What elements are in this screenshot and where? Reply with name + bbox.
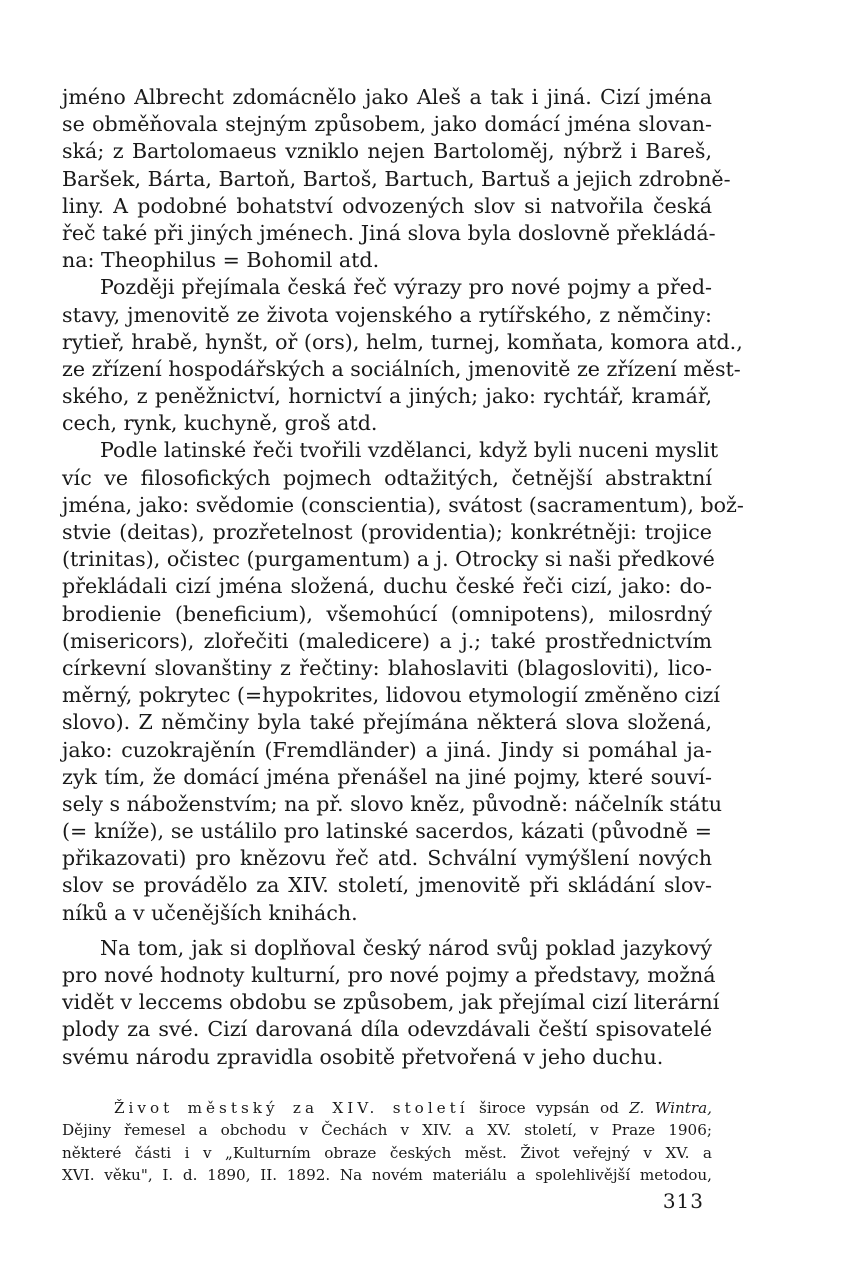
paragraph-1: [62, 84, 731, 274]
text-line: ze zřízení hospodářských a sociálních, jmenovitě ze zřízení měst-: [62, 356, 741, 381]
paragraph-gap: [62, 927, 712, 935]
text-line: slov se provádělo za XIV. století, jmenovitě při skládání slov-: [62, 873, 712, 898]
text-line: cech, rynk, kuchyně, groš atd.: [62, 411, 378, 436]
text-line: jména, jako: svědomie (conscientia), svátost (sacramentum), bož-: [62, 492, 744, 517]
text-line: rytieř, hrabě, hynšt, oř (ors), helm, turnej, komňata, komora atd.,: [62, 329, 743, 354]
page-body: [62, 84, 744, 1187]
text-line: Baršek, Bárta, Bartoň, Bartoš, Bartuch, Bartuš a jejich zdrobně-: [62, 166, 731, 191]
text-line: ská; z Bartolomaeus vzniklo nejen Bartoloměj, nýbrž i Bareš,: [62, 139, 712, 164]
paragraph-2: [62, 274, 743, 437]
text-line: (= kníže), se ustálilo pro latinské sacerdos, kázati (původně =: [62, 819, 712, 844]
text-line: liny. A podobné bohatství odvozených slov si natvořila česká: [62, 193, 712, 218]
text-line: svému národu zpravidla osobitě přetvořená v jeho duchu.: [62, 1044, 664, 1069]
text-line: plody za své. Cizí darovaná díla odevzdávali čeští spisovatelé: [62, 1017, 712, 1042]
footnote-line: [62, 1097, 712, 1120]
footnote-line: některé části i v „Kulturním obraze českých měst. Život veřejný v XV. a: [62, 1143, 712, 1162]
text-line: ského, z peněžnictví, hornictví a jiných; jako: rychtář, kramář,: [62, 384, 712, 409]
text-line: na: Theophilus = Bohomil atd.: [62, 248, 380, 273]
footnote-line: Dějiny řemesel a obchodu v Čechách v XIV. a XV. století, v Praze 1906;: [62, 1121, 712, 1140]
text-line: se obměňovala stejným způsobem, jako domácí jména slovan-: [62, 112, 712, 137]
paragraph-4: [62, 935, 720, 1071]
text-line: (trinitas), očistec (purgamentum) a j. Otrocky si naši předkové: [62, 547, 715, 572]
text-line: stvie (deitas), prozřetelnost (providentia); konkrétněji: trojice: [62, 520, 712, 544]
text-line: jako: cuzokrajěnín (Fremdländer) a jiná. Jindy si pomáhal ja-: [62, 737, 712, 762]
text-line: vidět v leccems obdobu se způsobem, jak přejímal cizí literární: [62, 990, 720, 1015]
text-line: církevní slovanštiny z řečtiny: blahoslaviti (blagosloviti), lico-: [62, 655, 712, 680]
footnote-line: XVI. věku", I. d. 1890, II. 1892. Na novém materiálu a spolehlivější metodou,: [62, 1166, 712, 1185]
text-line: pro nové hodnoty kulturní, pro nové pojmy a představy, možná: [62, 963, 716, 987]
paragraph-3: [62, 437, 744, 926]
text-line: překládali cizí jména složená, duchu české řeči cizí, jako: do-: [62, 574, 712, 599]
text-line: řeč také při jiných jménech. Jiná slova byla doslovně překládá-: [62, 220, 716, 245]
text-line: slovo). Z němčiny byla také přejímána některá slova složená,: [62, 710, 712, 735]
footnote-spaced-lead: Život městský za XIV. století: [114, 1098, 469, 1117]
footnote: [62, 1097, 712, 1187]
text-line: stavy, jmenovitě ze života vojenského a rytířského, z němčiny:: [62, 302, 712, 327]
text-line: zyk tím, že domácí jména přenášel na jiné pojmy, které souví-: [62, 764, 712, 789]
text-line: sely s náboženstvím; na př. slovo kněz, původně: náčelník státu: [62, 791, 723, 816]
text-line: měrný, pokrytec (=hypokrites, lidovou etymologií změněno cizí: [62, 683, 720, 708]
text-line: níků a v učenějších knihách.: [62, 900, 358, 925]
text-line: (misericors), zlořečiti (maledicere) a j.; také prostřednictvím: [62, 628, 712, 653]
text-line: Později přejímala česká řeč výrazy pro nové pojmy a před-: [100, 275, 712, 300]
text-line: přikazovati) pro knězovu řeč atd. Schvální vymýšlení nových: [62, 846, 712, 871]
footnote-line-middle: široce vypsán od: [468, 1098, 630, 1117]
text-line: Na tom, jak si doplňoval český národ svůj poklad jazykový: [100, 935, 712, 960]
text-line: víc ve filosofických pojmech odtažitých, četnější abstraktní: [62, 465, 712, 490]
page-number: 313: [662, 1189, 704, 1213]
text-line: Podle latinské řeči tvořili vzdělanci, když byli nuceni myslit: [100, 438, 719, 463]
footnote-author: Z. Wintra,: [629, 1098, 713, 1117]
text-line: jméno Albrecht zdomácnělo jako Aleš a tak i jiná. Cizí jména: [62, 85, 712, 109]
text-line: brodienie (beneficium), všemohúcí (omnipotens), milosrdný: [62, 601, 712, 626]
